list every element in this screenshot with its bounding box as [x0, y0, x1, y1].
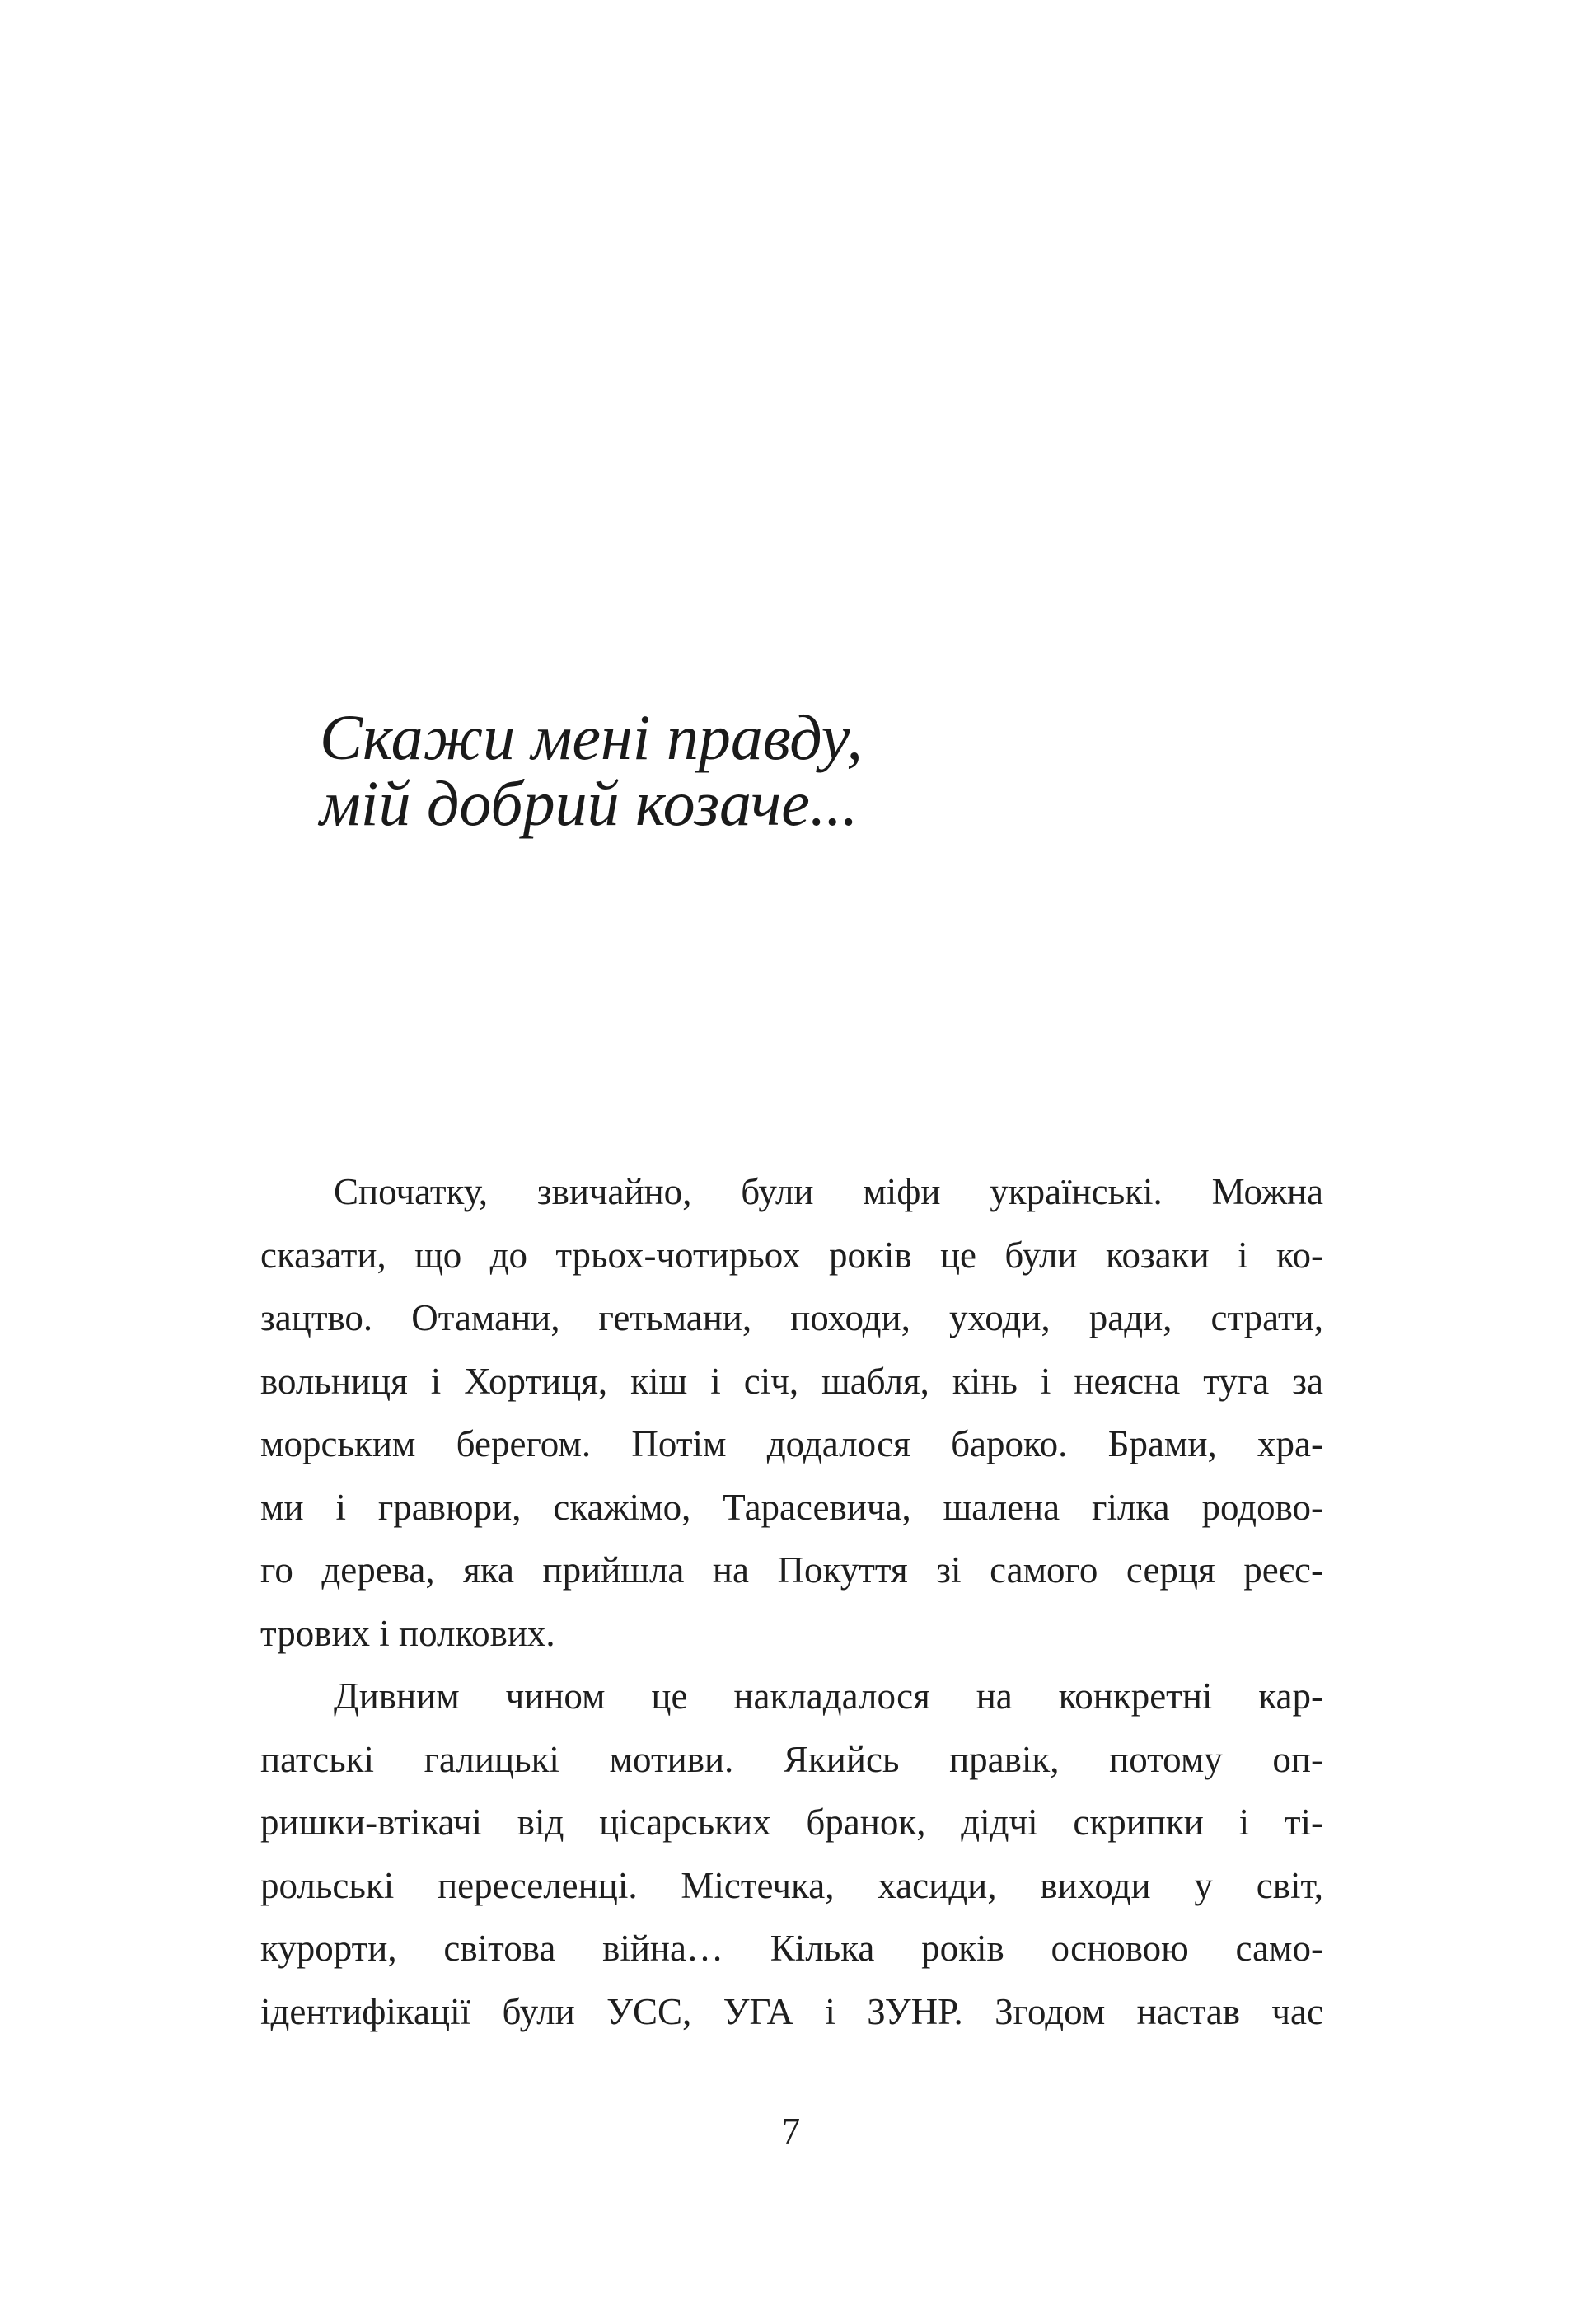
text-line: Спочатку, звичайно, були міфи українські. Можна — [334, 1171, 1323, 1212]
text-line: вольниця і Хортиця, кіш і січ, шабля, кінь і неясна туга за — [260, 1360, 1323, 1402]
text-line: трових і полкових. — [260, 1612, 555, 1654]
chapter-title-line: Скажи мені правду, — [320, 701, 863, 773]
text-line: рольські переселенці. Містечка, хасиди, виходи у світ, — [260, 1864, 1323, 1906]
text-line: патські галицькі мотиви. Якийсь правік, потому оп- — [260, 1738, 1323, 1780]
text-line: го дерева, яка прийшла на Покуття зі самого серця реєс- — [260, 1549, 1323, 1591]
paragraph — [260, 1665, 1323, 2043]
text-line: морським берегом. Потім додалося бароко. Брами, хра- — [260, 1423, 1323, 1464]
text-line: ми і гравюри, скажімо, Тарасевича, шалена гілка родово- — [260, 1486, 1323, 1528]
body-text — [260, 1160, 1323, 2043]
text-line: ідентифікації були УСС, УГА і ЗУНР. Згодом настав час — [260, 1990, 1323, 2032]
text-line: сказати, що до трьох-чотирьох років це були козаки і ко- — [260, 1234, 1323, 1276]
text-line: зацтво. Отамани, гетьмани, походи, уходи, ради, страти, — [260, 1297, 1323, 1338]
paragraph — [260, 1160, 1323, 1665]
chapter-title-line: мій добрий козаче... — [320, 767, 859, 839]
text-line: Дивним чином це накладалося на конкретні кар- — [334, 1675, 1323, 1717]
text-line: курорти, світова війна… Кілька років основою само- — [260, 1928, 1323, 1969]
text-line: ришки-втікачі від цісарських бранок, дідчі скрипки і ті- — [260, 1802, 1323, 1843]
chapter-title — [320, 701, 863, 839]
page-number: 7 — [781, 2111, 801, 2152]
